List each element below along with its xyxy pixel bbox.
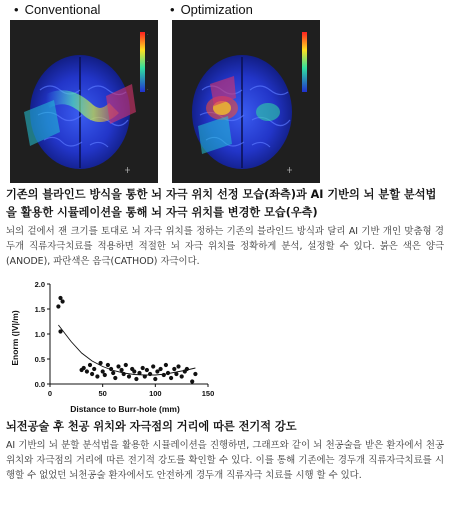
data-point	[99, 361, 103, 365]
x-tick-label: 0	[47, 389, 53, 398]
data-point	[122, 372, 126, 376]
conventional-label-text: Conventional	[24, 2, 101, 17]
optimization-label-text: Optimization	[180, 2, 253, 17]
data-point	[164, 363, 168, 367]
color-scale-bar	[302, 32, 307, 92]
data-point	[151, 364, 155, 368]
data-point	[88, 363, 92, 367]
y-tick-label: 2.0	[34, 280, 45, 289]
scatter-chart	[8, 276, 218, 416]
data-point	[103, 373, 107, 377]
x-axis-label: Distance to Burr-hole (mm)	[70, 404, 180, 414]
y-axis-label: Enorm (|V|/m)	[10, 310, 20, 366]
optimization-brain-image	[172, 20, 320, 183]
data-point	[132, 369, 136, 373]
data-point	[185, 367, 189, 371]
bullet-dot: •	[170, 2, 175, 17]
data-point	[169, 376, 173, 380]
data-point	[148, 372, 152, 376]
data-point	[159, 367, 163, 371]
optimization-label	[170, 2, 253, 17]
data-point	[134, 377, 138, 381]
data-point	[162, 373, 166, 377]
data-point	[101, 369, 105, 373]
x-tick-label: 150	[201, 389, 215, 398]
data-point	[58, 329, 62, 333]
data-point	[166, 371, 170, 375]
data-point	[90, 372, 94, 376]
data-point	[120, 368, 124, 372]
section-title: 뇌전공술 후 천공 위치와 자극점의 거리에 따른 전기적 강도	[6, 420, 297, 433]
conventional-label	[14, 2, 100, 17]
scatter-chart-svg	[8, 276, 218, 416]
data-point	[141, 366, 145, 370]
data-point	[190, 379, 194, 383]
svg-text:-: -	[147, 32, 149, 36]
data-point	[172, 367, 176, 371]
data-point	[116, 364, 120, 368]
data-point	[153, 377, 157, 381]
data-point	[85, 369, 89, 373]
data-point	[143, 374, 147, 378]
y-tick-label: 0.0	[34, 380, 45, 389]
y-tick-label: 1.0	[34, 330, 45, 339]
data-point	[106, 363, 110, 367]
data-point	[176, 364, 180, 368]
data-point	[111, 371, 115, 375]
conventional-brain-render	[10, 20, 158, 183]
data-point	[145, 368, 149, 372]
bullet-dot: •	[14, 2, 19, 17]
figure-caption-body: 뇌의 겉에서 잰 크기를 토대로 뇌 자극 위치를 정하는 기존의 블라인드 방식과 달리 AI 기반 개인 맞춤형 경두개 직류자극치료를 적용하면 적절한 뇌 자극 위치를 정확하게 분석, 설정할 수 있다. 붉은 색은 양극(ANODE), 파란색은 음극(CATHOD) 자극이다.	[6, 226, 444, 267]
figure-caption-title: 기존의 블라인드 방식을 통한 뇌 자극 위치 선정 모습(좌측)과 AI 기반의 뇌 분할 분석법을 활용한 시뮬레이션을 통해 뇌 자극 위치를 변경한 모습(우측)	[6, 188, 437, 219]
data-point	[82, 366, 86, 370]
data-point	[113, 376, 117, 380]
y-tick-label: 0.5	[34, 355, 45, 364]
data-point	[193, 372, 197, 376]
x-tick-label: 50	[98, 389, 107, 398]
data-point	[180, 374, 184, 378]
x-tick-label: 100	[149, 389, 162, 398]
data-point	[124, 363, 128, 367]
section-body: AI 기반의 뇌 분할 분석법을 활용한 시뮬레이션을 진행하면, 그래프와 같이 뇌 천공술을 받은 환자에서 천공 위치와 자극점의 거리에 따른 전기적 강도를 확인할 수 있다. 이를 통해 기존에는 경두개 직류자극치료를 시행할 수 없었던 뇌천공술 환자에서도 안전하게 경두개 직류자극 치료를 시행 할 수 있다.	[6, 440, 444, 481]
data-point	[127, 374, 131, 378]
data-point	[95, 374, 99, 378]
y-tick-label: 1.5	[34, 305, 45, 314]
data-point	[137, 371, 141, 375]
data-point	[56, 304, 60, 308]
optimization-brain-render	[172, 20, 320, 183]
data-point	[174, 372, 178, 376]
data-point	[61, 299, 65, 303]
svg-text:-: -	[147, 87, 149, 91]
data-point	[92, 367, 96, 371]
conventional-brain-image	[10, 20, 158, 183]
data-point	[109, 367, 113, 371]
data-point	[58, 296, 62, 300]
svg-text:-: -	[147, 59, 149, 63]
